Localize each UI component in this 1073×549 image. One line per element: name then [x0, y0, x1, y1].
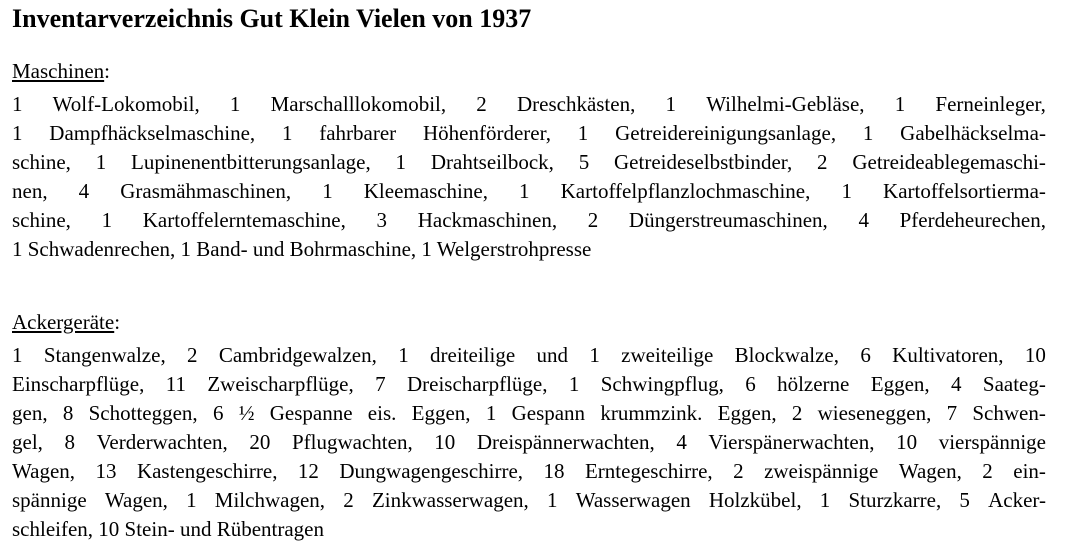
word: eis.: [367, 401, 397, 425]
text-line: [12, 400, 1046, 426]
word: Kartoffelsortierma-: [883, 179, 1046, 203]
word: 8: [64, 430, 75, 454]
word: 10: [1024, 343, 1046, 367]
word: Getreideablegemaschi-: [852, 150, 1046, 174]
word: Holzkübel,: [708, 488, 802, 512]
text-line: [12, 371, 1046, 397]
word: Hackmaschinen,: [417, 208, 558, 232]
word: 2: [982, 459, 993, 483]
word: zweispännige: [764, 459, 879, 483]
word: 4: [951, 372, 962, 396]
word: Schwen-: [972, 401, 1046, 425]
word: Vierspänerwachten,: [708, 430, 875, 454]
word: Gespanne: [269, 401, 353, 425]
section-heading-label: Maschinen: [12, 59, 105, 83]
word: Milchwagen,: [214, 488, 326, 512]
word: Erntegeschirre,: [584, 459, 713, 483]
word: zweiteilige: [621, 343, 714, 367]
text-line: [12, 458, 1046, 484]
word: Eggen,: [717, 401, 777, 425]
word: Cambridgewalzen,: [218, 343, 377, 367]
word: Dreispännerwachten,: [476, 430, 655, 454]
word: 5: [578, 150, 590, 174]
word: 1: [819, 488, 831, 512]
word: Dampfhäckselmaschine,: [49, 121, 256, 145]
word: 1: [894, 92, 906, 116]
word: Grasmähmaschinen,: [120, 179, 292, 203]
word: Blockwalze,: [734, 343, 839, 367]
text-line: [12, 487, 1046, 513]
word: 1: [229, 92, 241, 116]
word: Dreischarpflüge,: [406, 372, 548, 396]
section-heading-ackergeraete: [12, 309, 120, 335]
word: 2: [476, 92, 487, 116]
word: 12: [297, 459, 319, 483]
word: 1: [568, 372, 580, 396]
word: Getreidereinigungsanlage,: [615, 121, 837, 145]
word: fahrbarer: [319, 121, 397, 145]
word: 3: [376, 208, 388, 232]
word: 1: [281, 121, 293, 145]
word: 2: [791, 401, 803, 425]
word: 7: [946, 401, 958, 425]
word: 1: [322, 179, 333, 203]
word: Ferneinleger,: [935, 92, 1046, 116]
word: Düngerstreumaschinen,: [628, 208, 828, 232]
word: Schwingpflug,: [600, 372, 724, 396]
word: 5: [959, 488, 970, 512]
word: ein-: [1013, 459, 1046, 483]
word: Pferdeheurechen,: [899, 208, 1046, 232]
word: gel,: [12, 430, 43, 454]
word: 2: [817, 150, 828, 174]
word: 1: [841, 179, 852, 203]
word: 4: [858, 208, 869, 232]
text-line: [12, 178, 1046, 204]
word: Marschalllokomobil,: [270, 92, 447, 116]
text-line: schleifen, 10 Stein- und Rübentragen: [12, 517, 325, 541]
word: Gabelhäckselma-: [900, 121, 1046, 145]
word: schine,: [12, 150, 71, 174]
word: 6: [745, 372, 756, 396]
word: Kleemaschine,: [363, 179, 488, 203]
word: spännige: [12, 488, 87, 512]
word: und: [536, 343, 569, 367]
word: Gespann: [511, 401, 586, 425]
word: krummzink.: [600, 401, 703, 425]
word: Dreschkästen,: [516, 92, 636, 116]
word: 1: [519, 179, 530, 203]
word: 4: [676, 430, 687, 454]
text-line: [12, 91, 1046, 117]
word: 4: [78, 179, 90, 203]
word: Kultivatoren,: [892, 343, 1004, 367]
word: 1: [485, 401, 497, 425]
word: Wagen,: [104, 488, 168, 512]
word: Saateg-: [982, 372, 1046, 396]
word: Pflugwachten,: [291, 430, 413, 454]
word: 2: [187, 343, 198, 367]
word: 18: [543, 459, 565, 483]
word: Sturzkarre,: [848, 488, 942, 512]
word: 7: [375, 372, 386, 396]
word: 1: [547, 488, 558, 512]
word: Getreideselbstbinder,: [614, 150, 793, 174]
word: 6: [212, 401, 224, 425]
word: Wilhelmi-Gebläse,: [706, 92, 865, 116]
word: 1: [577, 121, 589, 145]
word: Wagen,: [12, 459, 76, 483]
word: schine,: [12, 208, 71, 232]
word: 1: [186, 488, 197, 512]
word: Drahtseilbock,: [430, 150, 554, 174]
word: Zinkwasserwagen,: [371, 488, 529, 512]
word: 1: [589, 343, 600, 367]
word: Schotteggen,: [88, 401, 198, 425]
word: 2: [343, 488, 354, 512]
section-heading-colon: :: [114, 310, 121, 334]
word: 1: [12, 92, 23, 116]
word: Wasserwagen: [575, 488, 691, 512]
word: nen,: [12, 179, 48, 203]
word: 20: [249, 430, 271, 454]
word: 2: [587, 208, 599, 232]
word: 10: [434, 430, 456, 454]
word: wieseneggen,: [817, 401, 932, 425]
word: 1: [12, 343, 23, 367]
word: 2: [733, 459, 744, 483]
word: hölzerne: [777, 372, 850, 396]
word: dreiteilige: [430, 343, 516, 367]
word: vierspännige: [938, 430, 1046, 454]
text-line: 1 Schwadenrechen, 1 Band- und Bohrmaschine, 1 Welgerstrohpresse: [12, 237, 592, 261]
word: Stangenwalze,: [43, 343, 166, 367]
word: ½: [238, 401, 255, 425]
word: gen,: [12, 401, 48, 425]
word: 10: [896, 430, 918, 454]
text-line: [12, 149, 1046, 175]
word: Zweischarpflüge,: [207, 372, 354, 396]
word: Höhenförderer,: [422, 121, 551, 145]
word: 1: [398, 343, 409, 367]
word: 1: [12, 121, 23, 145]
word: 11: [165, 372, 186, 396]
word: 1: [665, 92, 677, 116]
section-heading-maschinen: [12, 58, 110, 84]
word: Verderwachten,: [96, 430, 228, 454]
word: Kastengeschirre,: [136, 459, 278, 483]
word: 1: [101, 208, 113, 232]
word: Lupinenentbitterungsanlage,: [131, 150, 371, 174]
text-line: [12, 342, 1046, 368]
section-heading-colon: :: [104, 59, 110, 83]
word: Eggen,: [870, 372, 930, 396]
word: Acker-: [988, 488, 1046, 512]
word: Wolf-Lokomobil,: [52, 92, 200, 116]
text-line: [12, 207, 1046, 233]
word: 6: [860, 343, 871, 367]
word: Wagen,: [898, 459, 962, 483]
word: Einscharpflüge,: [12, 372, 145, 396]
word: 1: [95, 150, 107, 174]
word: 8: [62, 401, 74, 425]
word: 1: [395, 150, 407, 174]
text-line: [12, 120, 1046, 146]
word: Dungwagengeschirre,: [339, 459, 524, 483]
word: 1: [862, 121, 874, 145]
section-heading-label: Ackergeräte: [12, 310, 115, 334]
word: Kartoffelpflanzlochmaschine,: [560, 179, 811, 203]
word: Eggen,: [411, 401, 471, 425]
text-line: [12, 429, 1046, 455]
word: Kartoffelerntemaschine,: [142, 208, 346, 232]
document-title: Inventarverzeichnis Gut Klein Vielen von 1937: [12, 4, 532, 33]
word: 13: [95, 459, 117, 483]
